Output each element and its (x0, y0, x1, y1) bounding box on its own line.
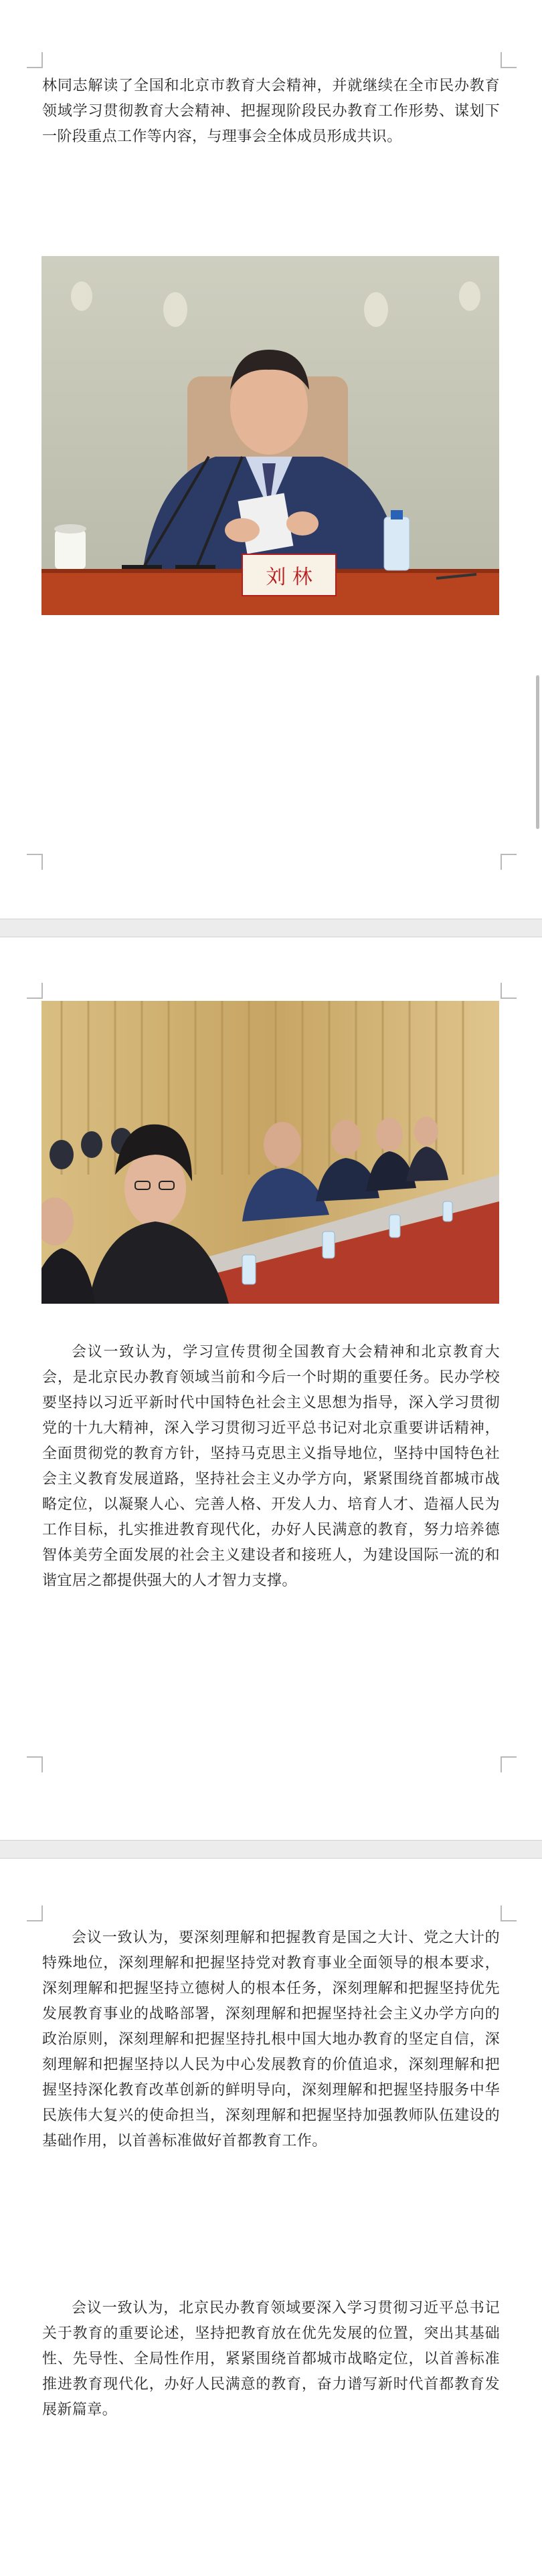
meeting-photo (41, 1001, 499, 1304)
page-separator-1 (0, 919, 542, 937)
meeting-photo-image (41, 1001, 499, 1304)
speaker-photo (41, 256, 499, 615)
crop-mark-bottom-left (27, 1756, 43, 1772)
scroll-indicator-1 (536, 675, 539, 829)
crop-mark-bottom-right (501, 1756, 517, 1772)
crop-mark-top-right (501, 1905, 517, 1921)
paragraph-4: 会议一致认为，北京民办教育领域要深入学习贯彻习近平总书记关于教育的重要论述，坚持把教育放在优先发展的位置，突出其基础性、先导性、全局性作用，紧紧围绕首都城市战略定位，以首善标准推进教育现代化，办好人民满意的教育，奋力谱写新时代首都教育发展新篇章。 (42, 2300, 500, 2418)
crop-mark-top-left (27, 1905, 43, 1921)
nameplate-text: 刘 林 (266, 566, 312, 589)
paragraph-1: 林同志解读了全国和北京市教育大会精神，并就继续在全市民办教育领域学习贯彻教育大会精神、把握现阶段民办教育工作形势、谋划下一阶段重点工作等内容，与理事会全体成员形成共识。 (42, 78, 500, 145)
crop-mark-bottom-left (27, 854, 43, 870)
crop-mark-top-right (501, 983, 517, 999)
crop-mark-top-left (27, 983, 43, 999)
paragraph-2: 会议一致认为，学习宣传贯彻全国教育大会精神和北京教育大会，是北京民办教育领域当前和今后一个时期的重要任务。民办学校要坚持以习近平新时代中国特色社会主义思想为指导，深入学习贯彻党的十九大精神，深入学习贯彻习近平总书记对北京重要讲话精神，全面贯彻党的教育方针，坚持马克思主义指导地位，坚持中国特色社会主义教育发展道路，坚持社会主义办学方向，紧紧围绕首都城市战略定位，以凝聚人心、完善人格、开发人力、培育人才、造福人民为工作目标，扎实推进教育现代化，办好人民满意的教育，努力培养德智体美劳全面发展的社会主义建设者和接班人，为建设国际一流的和谐宜居之都提供强大的人才智力支撑。 (42, 1344, 500, 1589)
crop-mark-bottom-right (501, 854, 517, 870)
crop-mark-top-right (501, 52, 517, 68)
crop-mark-top-left (27, 52, 43, 68)
speaker-photo-image (41, 256, 499, 615)
page-separator-2 (0, 1840, 542, 1859)
paragraph-3: 会议一致认为，要深刻理解和把握教育是国之大计、党之大计的特殊地位，深刻理解和把握坚持党对教育事业全面领导的根本要求，深刻理解和把握坚持立德树人的根本任务，深刻理解和把握坚持优先发展教育事业的战略部署，深刻理解和把握坚持社会主义办学方向的政治原则，深刻理解和把握坚持扎根中国大地办教育的坚定自信，深刻理解和把握坚持以人民为中心发展教育的价值追求，深刻理解和把握坚持深化教育改革创新的鲜明导向，深刻理解和把握坚持服务中华民族伟大复兴的使命担当，深刻理解和把握坚持加强教师队伍建设的基础作用，以首善标准做好首都教育工作。 (42, 1929, 500, 2149)
